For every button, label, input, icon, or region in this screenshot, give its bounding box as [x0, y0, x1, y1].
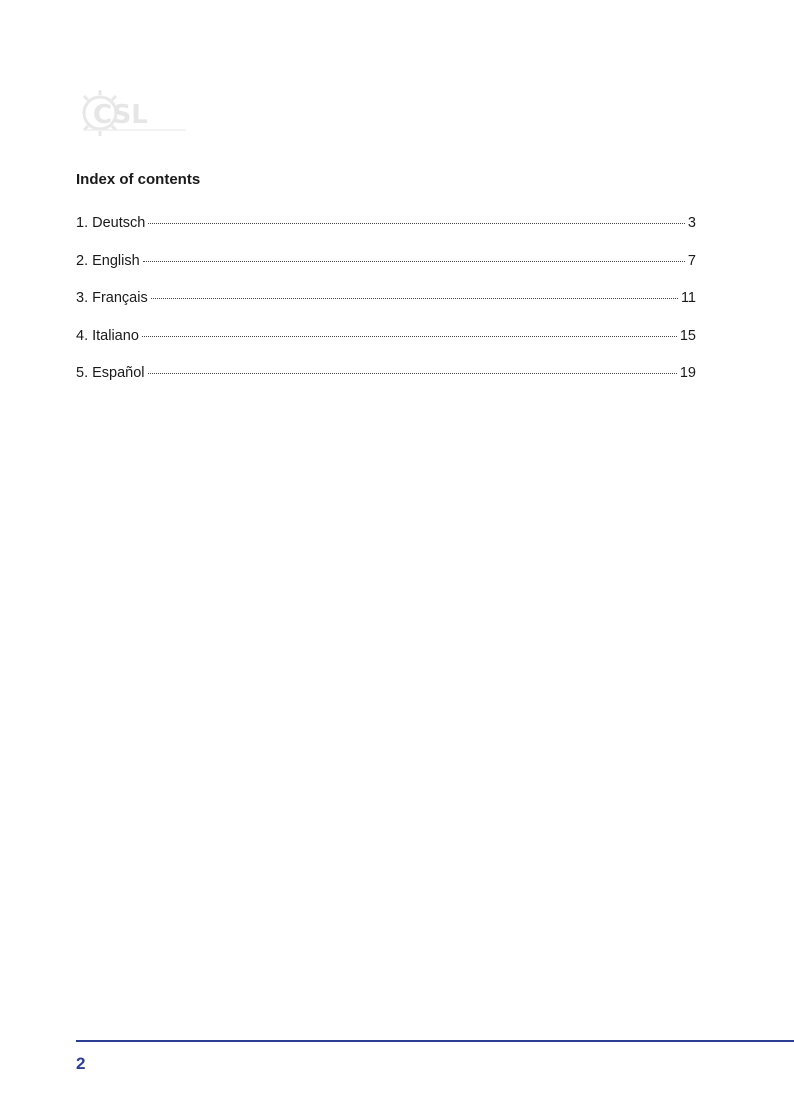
table-of-contents [76, 215, 696, 403]
toc-leader-dots [142, 336, 677, 337]
toc-entry-label: 3. Français [76, 290, 148, 306]
toc-entry-page: 11 [680, 290, 696, 306]
toc-entry-page: 3 [687, 215, 696, 231]
toc-entry-label: 1. Deutsch [76, 215, 146, 231]
toc-heading: Index of contents [76, 171, 201, 188]
toc-leader-dots [143, 261, 685, 262]
toc-entry-label: 5. Español [76, 365, 145, 381]
logo-text: CSL [93, 100, 148, 130]
toc-leader-dots [148, 223, 685, 224]
toc-leader-dots [151, 298, 678, 299]
toc-entry-page: 7 [687, 252, 696, 269]
toc-entry-deutsch[interactable] [76, 215, 696, 253]
csl-logo-icon [78, 88, 190, 138]
page-number: 2 [76, 1054, 86, 1073]
toc-entry-english[interactable] [76, 253, 696, 291]
toc-entry-page: 19 [679, 365, 696, 381]
toc-entry-espanol[interactable] [76, 365, 696, 403]
footer-divider [76, 1040, 794, 1042]
toc-entry-label: 4. Italiano [76, 327, 139, 344]
toc-leader-dots [148, 373, 677, 374]
toc-entry-italiano[interactable] [76, 328, 696, 366]
toc-entry-francais[interactable] [76, 290, 696, 328]
csl-logo [78, 88, 190, 138]
toc-entry-label: 2. English [76, 252, 140, 269]
toc-entry-page: 15 [679, 327, 696, 344]
